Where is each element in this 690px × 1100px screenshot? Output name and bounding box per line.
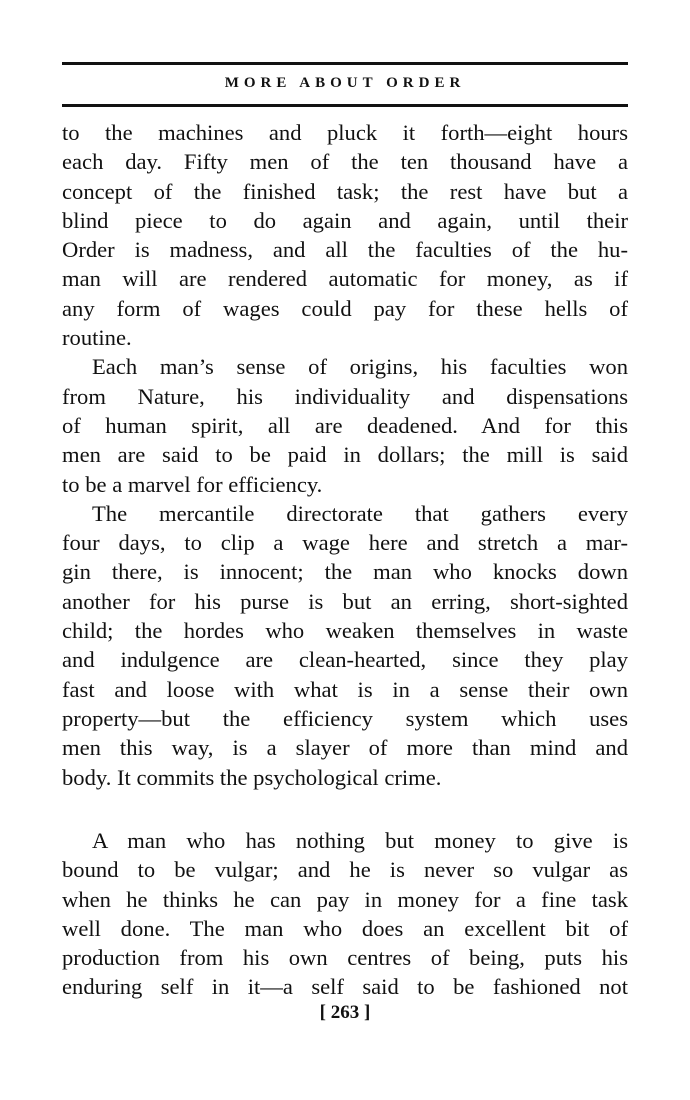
text-line: to the machines and pluck it forth—eight hours — [62, 120, 628, 145]
running-title: MORE ABOUT ORDER — [224, 75, 466, 91]
text-line: concept of the finished task; the rest have but a — [62, 178, 628, 204]
header-top-rule — [62, 62, 628, 65]
text-line: A man who has nothing but money to give is — [92, 828, 628, 853]
text-line: each day. Fifty men of the ten thousand have a — [62, 149, 628, 175]
text-line: of human spirit, all are deadened. And for this — [62, 412, 628, 438]
text-line: bound to be vulgar; and he is never so vulgar as — [62, 857, 628, 883]
body-text-block-1 — [62, 118, 628, 792]
text-line: men this way, is a slayer of more than mind and — [62, 735, 628, 761]
text-line: gin there, is innocent; the man who knocks down — [62, 559, 628, 585]
text-line: The mercantile directorate that gathers every — [92, 500, 628, 526]
text-line: routine. — [62, 325, 132, 351]
text-line: when he thinks he can pay in money for a fine task — [62, 886, 628, 912]
page-number: [ 263 ] — [319, 1002, 371, 1023]
text-line: to be a marvel for efficiency. — [62, 471, 323, 497]
text-line: Order is madness, and all the faculties of the hu- — [62, 237, 628, 263]
text-line: well done. The man who does an excellent bit of — [62, 915, 628, 941]
text-line: Each man’s sense of origins, his faculties won — [92, 354, 628, 380]
text-line: blind piece to do again and again, until their — [62, 207, 628, 233]
text-line: men are said to be paid in dollars; the mill is said — [62, 442, 628, 468]
text-line: any form of wages could pay for these hells of — [62, 295, 628, 321]
text-line: enduring self in it—a self said to be fashioned not — [62, 974, 628, 1000]
text-line: from Nature, his individuality and dispensations — [62, 383, 628, 409]
text-line: man will are rendered automatic for money, as if — [62, 266, 628, 292]
text-line: production from his own centres of being, puts his — [62, 945, 628, 971]
text-line: and indulgence are clean-hearted, since they play — [62, 647, 628, 673]
text-line: body. It commits the psychological crime. — [62, 764, 442, 790]
text-line: fast and loose with what is in a sense their own — [62, 676, 628, 702]
text-line: another for his purse is but an erring, short-sighted — [62, 588, 628, 614]
text-line: four days, to clip a wage here and stretch a mar- — [62, 530, 628, 556]
text-line: child; the hordes who weaken themselves in waste — [62, 618, 628, 644]
header-bottom-rule — [62, 104, 628, 107]
text-line: property—but the efficiency system which uses — [62, 705, 628, 731]
body-text-block-2 — [62, 826, 628, 1002]
